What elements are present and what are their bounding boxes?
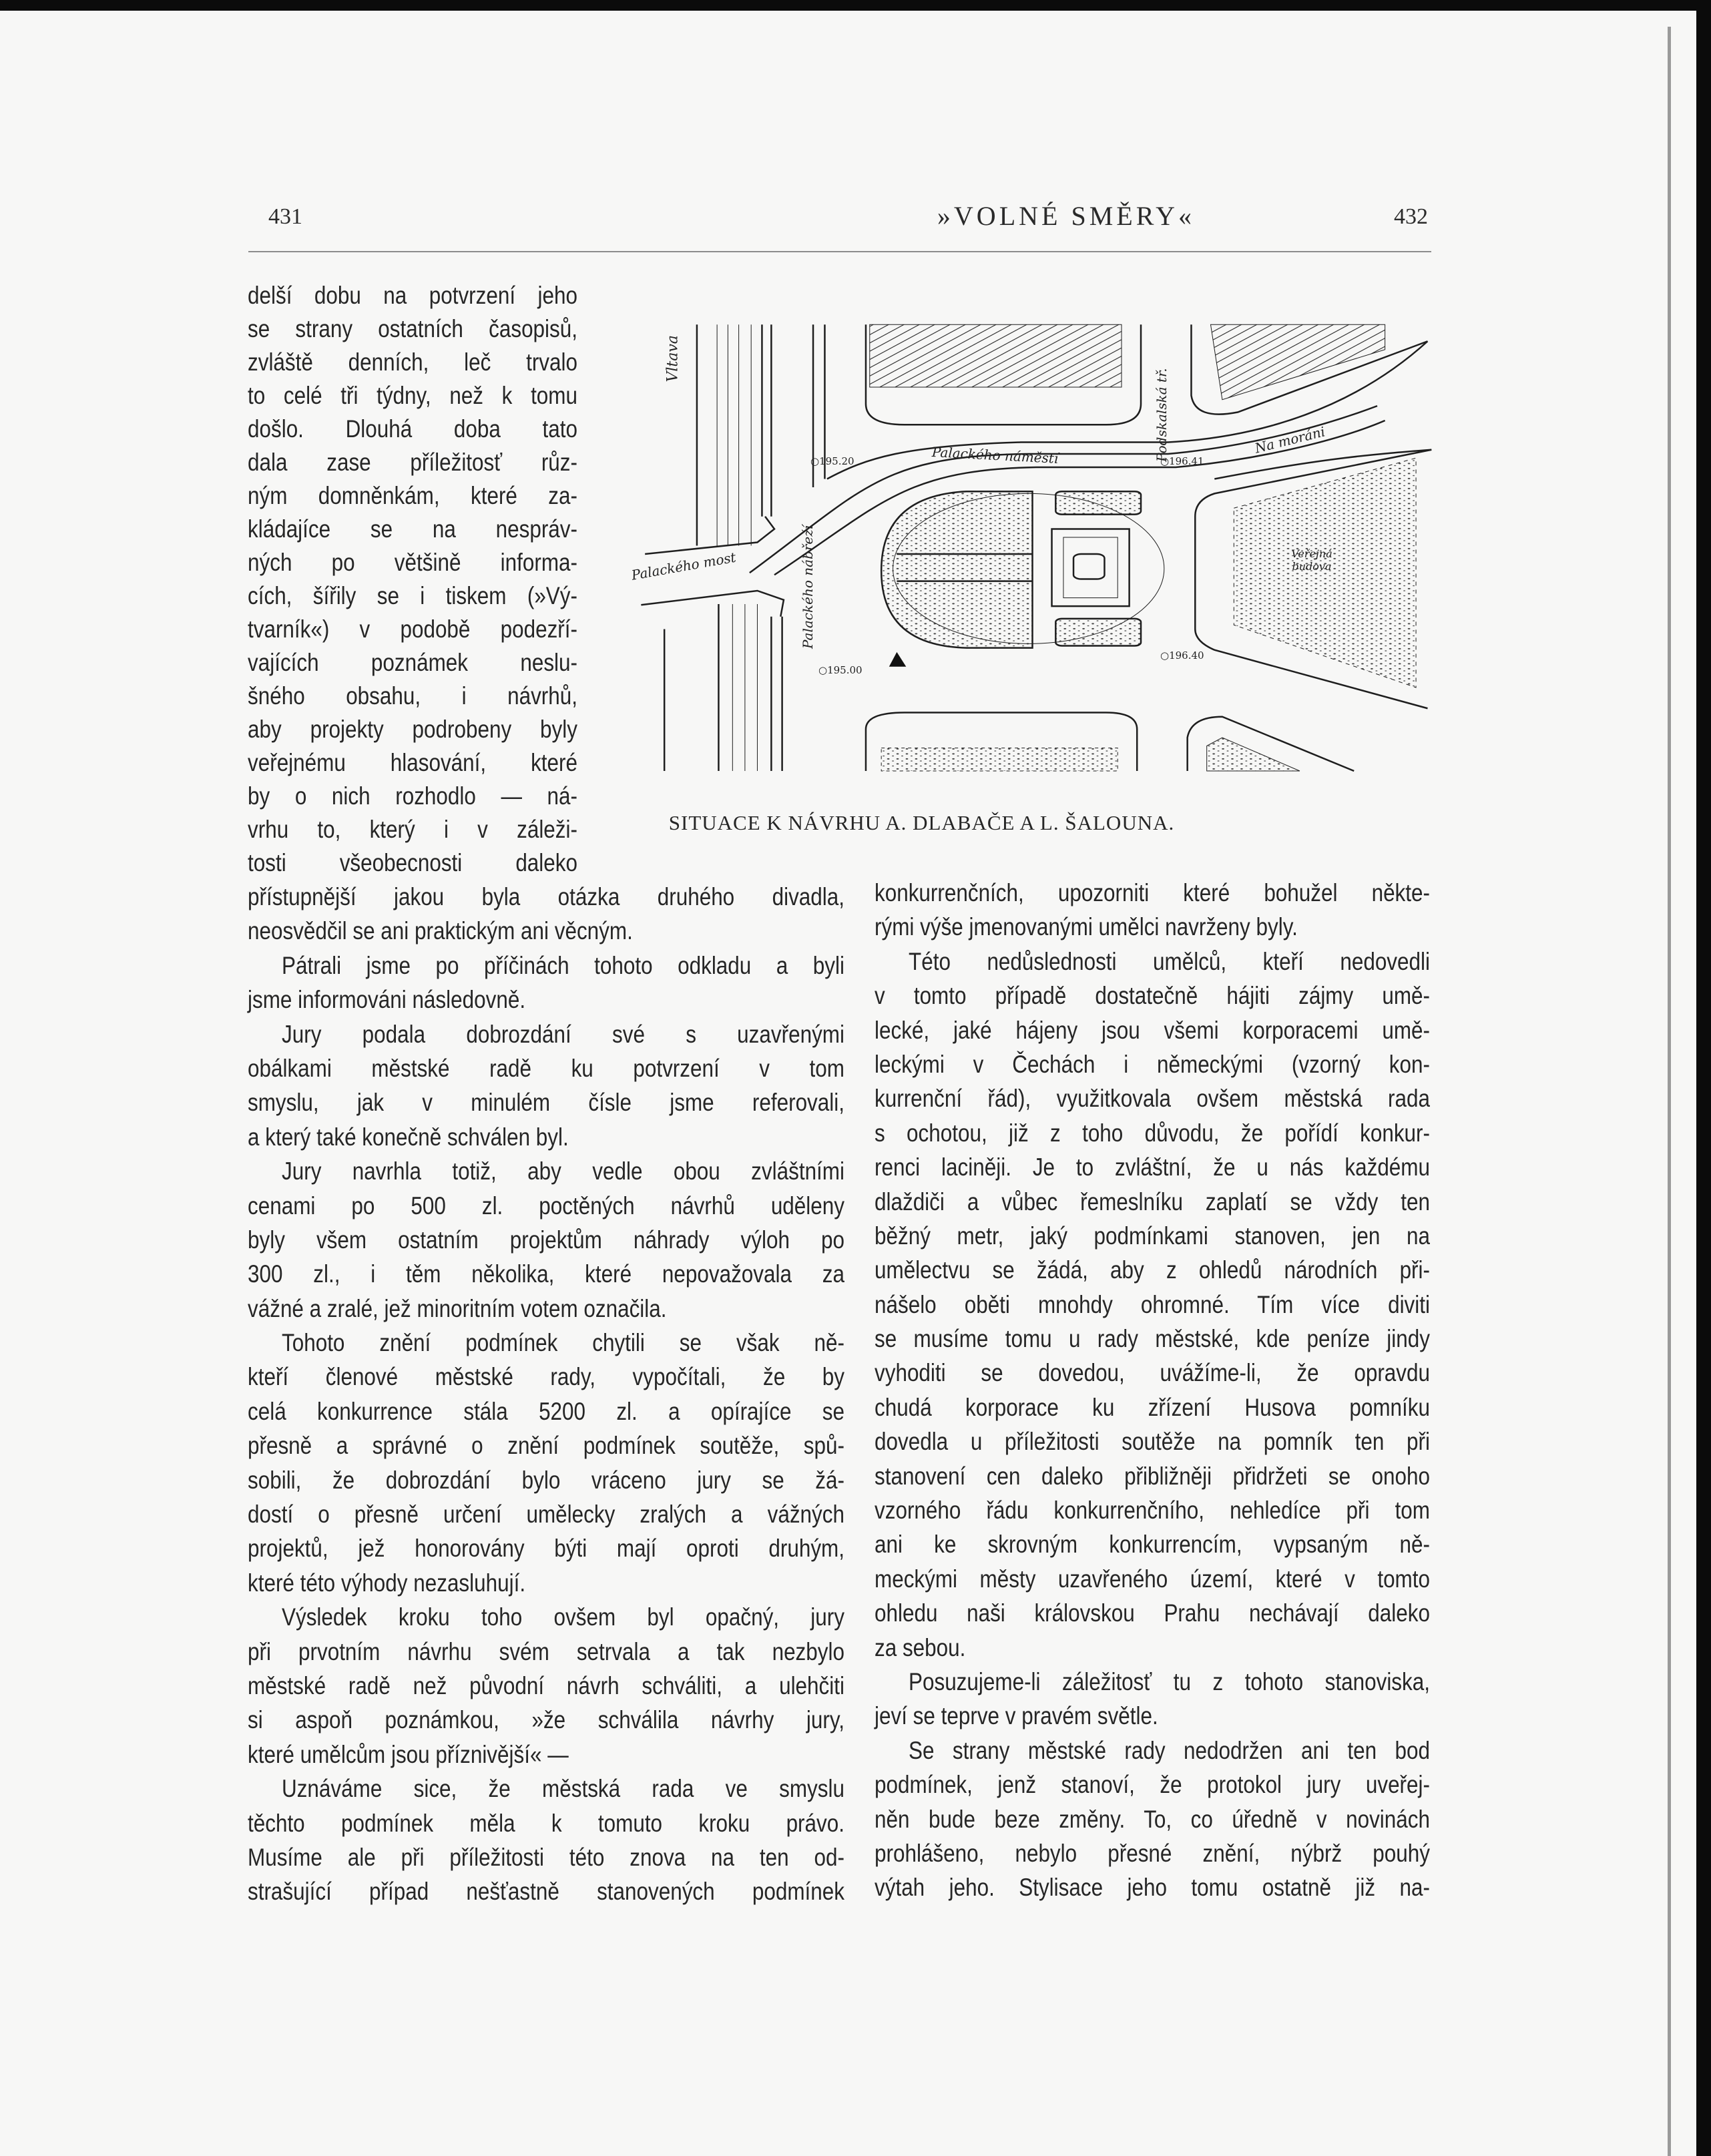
paragraph xyxy=(248,1600,950,1772)
text-line: jsme informováni následovně. xyxy=(248,986,526,1014)
text-line: jeví se teprve v pravém světle. xyxy=(875,1702,1158,1730)
text-line: ných po většině informa- xyxy=(248,549,577,576)
paragraph xyxy=(875,1665,1528,1733)
text-line: které umělcům jsou příznivější« — xyxy=(248,1740,569,1768)
text-line: dlaždiči a vůbec řemeslníku zaplatí se vždy ten xyxy=(875,1187,1430,1216)
text-line: a který také konečně schválen byl. xyxy=(248,1123,569,1151)
paragraph xyxy=(248,1154,950,1326)
text-line: něn bude beze změny. To, co úředně v novinách xyxy=(875,1805,1430,1833)
elevation-mark: ○196.40 xyxy=(1160,649,1204,661)
paragraph xyxy=(875,876,1528,945)
map-label-square: Palackého náměstí xyxy=(931,444,1059,467)
text-line: kteří členové městské rady, vypočítali, že by xyxy=(248,1363,844,1391)
text-line: stanovení cen daleko přibližněji přidržeti se onoho xyxy=(875,1462,1430,1490)
text-line: dovedla u příležitosti soutěže na pomník ten při xyxy=(875,1428,1430,1456)
text-line: by o nich rozhodlo — ná- xyxy=(248,782,577,810)
text-line: vajících poznámek neslu- xyxy=(248,649,577,676)
text-line: městské radě než původní návrh schváliti, a ulehčiti xyxy=(248,1671,844,1699)
scan-border-top xyxy=(0,0,1711,11)
text-line: vrhu to, který i v záleži- xyxy=(248,816,577,843)
running-title: »VOLNÉ SMĚRY« xyxy=(937,201,1196,231)
text-line: Výsledek kroku toho ovšem byl opačný, jury xyxy=(282,1603,844,1631)
text-line: kurrenční řád), využitkovala ovšem městská rada xyxy=(875,1085,1430,1113)
text-line: konkurrenčních, upozorniti které bohužel někte- xyxy=(875,879,1430,906)
text-line: delší dobu na potvrzení jeho xyxy=(248,282,577,309)
text-line: se strany ostatních časopisů, xyxy=(248,315,577,342)
map-label-podskalska: Podskalská tř. xyxy=(1154,368,1170,462)
text-line: se musíme tomu u rady městské, kde peníze jindy xyxy=(875,1325,1430,1353)
text-line: Musíme ale při příležitosti této znova na ten od- xyxy=(248,1843,844,1871)
text-line: vzorného řádu konkurrenčního, nehledíce při tom xyxy=(875,1497,1430,1525)
text-line: přístupnější jakou byla otázka druhého divadla, xyxy=(248,883,844,910)
text-line: obálkami městské radě ku potvrzení v tom xyxy=(248,1054,844,1082)
text-line: chudá korporace ku zřízení Husova pomníku xyxy=(875,1393,1430,1421)
text-line: Pátrali jsme po příčinách tohoto odkladu a byli xyxy=(282,951,844,979)
text-line: Této nedůslednosti umělců, kteří nedovedli xyxy=(909,947,1430,975)
scan-border-right xyxy=(1696,0,1711,2156)
left-column xyxy=(248,279,950,1909)
text-line: strašující případ nešťastně stanovených podmínek xyxy=(248,1878,844,1906)
text-line: při prvotním návrhu svém setrvala a tak nezbylo xyxy=(248,1637,844,1665)
text-line: umělectvu se žádá, aby z ohledů národních při- xyxy=(875,1256,1430,1284)
elevation-mark: ○195.00 xyxy=(818,664,863,676)
text-line: které této výhody nezasluhují. xyxy=(248,1569,526,1597)
text-line: celá konkurrence stála 5200 zl. a opírajíce se xyxy=(248,1397,844,1425)
text-line: Jury podala dobrozdání své s uzavřenými xyxy=(282,1020,844,1048)
figure-caption: SITUACE K NÁVRHU A. DLABAČE A L. ŠALOUNA. xyxy=(668,811,1175,834)
paragraph xyxy=(875,945,1528,1665)
text-line: 300 zl., i těm několika, které nepovažovala za xyxy=(248,1260,844,1288)
elevation-mark: ○196.41 xyxy=(1160,455,1204,467)
text-line: přesně a správné o znění podmínek soutěže, spů- xyxy=(248,1432,844,1460)
paragraph xyxy=(248,279,950,880)
text-line: Posuzujeme-li záležitosť tu z tohoto stanoviska, xyxy=(909,1667,1430,1695)
text-line: rými výše jmenovanými umělci navrženy byly. xyxy=(875,913,1298,941)
text-line: vyhoditi se dovedou, uvážíme-li, že opravdu xyxy=(875,1359,1430,1387)
map-label-embankment: Palackého nábřeží xyxy=(800,525,816,649)
text-line: dostí o přesně určení umělecky zralých a vážných xyxy=(248,1501,844,1529)
text-line: došlo. Dlouhá doba tato xyxy=(248,415,577,443)
text-line: Tohoto znění podmínek chytili se však ně- xyxy=(282,1329,844,1357)
text-line: smyslu, jak v minulém čísle jsme referovali, xyxy=(248,1089,844,1117)
map-label-na-morani: Na moráni xyxy=(1253,423,1327,457)
text-line: si aspoň poznámkou, »že schválila návrhy jury, xyxy=(248,1706,844,1734)
text-line: s ochotou, již z toho důvodu, že pořídí konkur- xyxy=(875,1119,1430,1147)
text-line: neosvědčil se ani praktickým ani věcným. xyxy=(248,917,633,945)
text-line: cích, šířily se i tiskem (»Vý- xyxy=(248,582,577,609)
text-line: aby projekty podrobeny byly xyxy=(248,716,577,743)
page-edge xyxy=(1668,27,1671,2156)
text-line: Jury navrhla totiž, aby vedle obou zvláštními xyxy=(282,1157,844,1185)
text-line: lecké, jaké hájeny jsou všemi korporacemi umě- xyxy=(875,1016,1430,1044)
text-line: šného obsahu, i návrhů, xyxy=(248,682,577,710)
text-line: leckými v Čechách i německými (vzorný kon- xyxy=(875,1050,1430,1078)
text-line: tosti všeobecnosti daleko xyxy=(248,849,577,876)
paragraph xyxy=(248,1772,950,1909)
paragraph xyxy=(248,1326,950,1600)
text-line: ohledu naši královskou Prahu nechávají daleko xyxy=(875,1599,1430,1627)
map-label-river: Vltava xyxy=(664,335,682,382)
page-number-left: 431 xyxy=(268,204,302,229)
text-line: kládajíce se na nespráv- xyxy=(248,515,577,543)
text-line: tvarník«) v podobě podezří- xyxy=(248,615,577,643)
text-line: podmínek, jenž stanoví, že protokol jury uveřej- xyxy=(875,1771,1430,1799)
right-column xyxy=(875,876,1528,1905)
text-line: meckými městy uzavřeného území, které v tomto xyxy=(875,1565,1430,1593)
text-line: výtah jeho. Stylisace jeho tomu ostatně již na- xyxy=(875,1874,1430,1902)
paragraph xyxy=(875,1733,1528,1905)
text-line: projektů, jež honorovány býti mají oproti druhým, xyxy=(248,1535,844,1563)
paragraph xyxy=(248,1017,950,1155)
page-number-right: 432 xyxy=(1394,204,1428,229)
text-line: těchto podmínek měla k tomuto kroku právo. xyxy=(248,1809,844,1837)
text-line: dala zase příležitosť růz- xyxy=(248,449,577,476)
text-line: běžný metr, jaký podmínkami stanoven, jen na xyxy=(875,1222,1430,1250)
text-line: sobili, že dobrozdání bylo vráceno jury se žá- xyxy=(248,1466,844,1494)
text-line: zvláště denních, leč trvalo xyxy=(248,348,577,376)
elevation-mark: ○195.20 xyxy=(810,455,854,467)
text-line: cenami po 500 zl. poctěných návrhů uděleny xyxy=(248,1191,844,1220)
paragraph xyxy=(248,949,950,1017)
map-label-building: Veřejná budova xyxy=(1291,547,1332,573)
text-line: Uznáváme sice, že městská rada ve smyslu xyxy=(282,1775,844,1803)
text-line: byly všem ostatním projektům náhrady výloh po xyxy=(248,1226,844,1254)
paragraph xyxy=(248,880,950,949)
text-line: Se strany městské rady nedodržen ani ten bod xyxy=(909,1736,1430,1764)
text-line: za sebou. xyxy=(875,1633,966,1661)
map-label-bridge: Palackého most xyxy=(630,549,738,583)
text-line: to celé tři týdny, než k tomu xyxy=(248,382,577,409)
text-line: ným domněnkám, které za- xyxy=(248,482,577,509)
text-line: vážné a zralé, jež minoritním votem označila. xyxy=(248,1294,667,1322)
text-line: ani ke skrovným konkurrencím, vypsaným ně- xyxy=(875,1531,1430,1559)
text-line: renci laciněji. Je to zvláštní, že u nás každému xyxy=(875,1153,1430,1181)
text-line: veřejnému hlasování, které xyxy=(248,749,577,776)
text-line: prohlášeno, nebylo přesné znění, nýbrž pouhý xyxy=(875,1839,1430,1867)
text-line: nášelo oběti mnohdy ohromné. Tím více diviti xyxy=(875,1290,1430,1318)
text-line: v tomto případě dostatečně hájiti zájmy umě- xyxy=(875,982,1430,1010)
